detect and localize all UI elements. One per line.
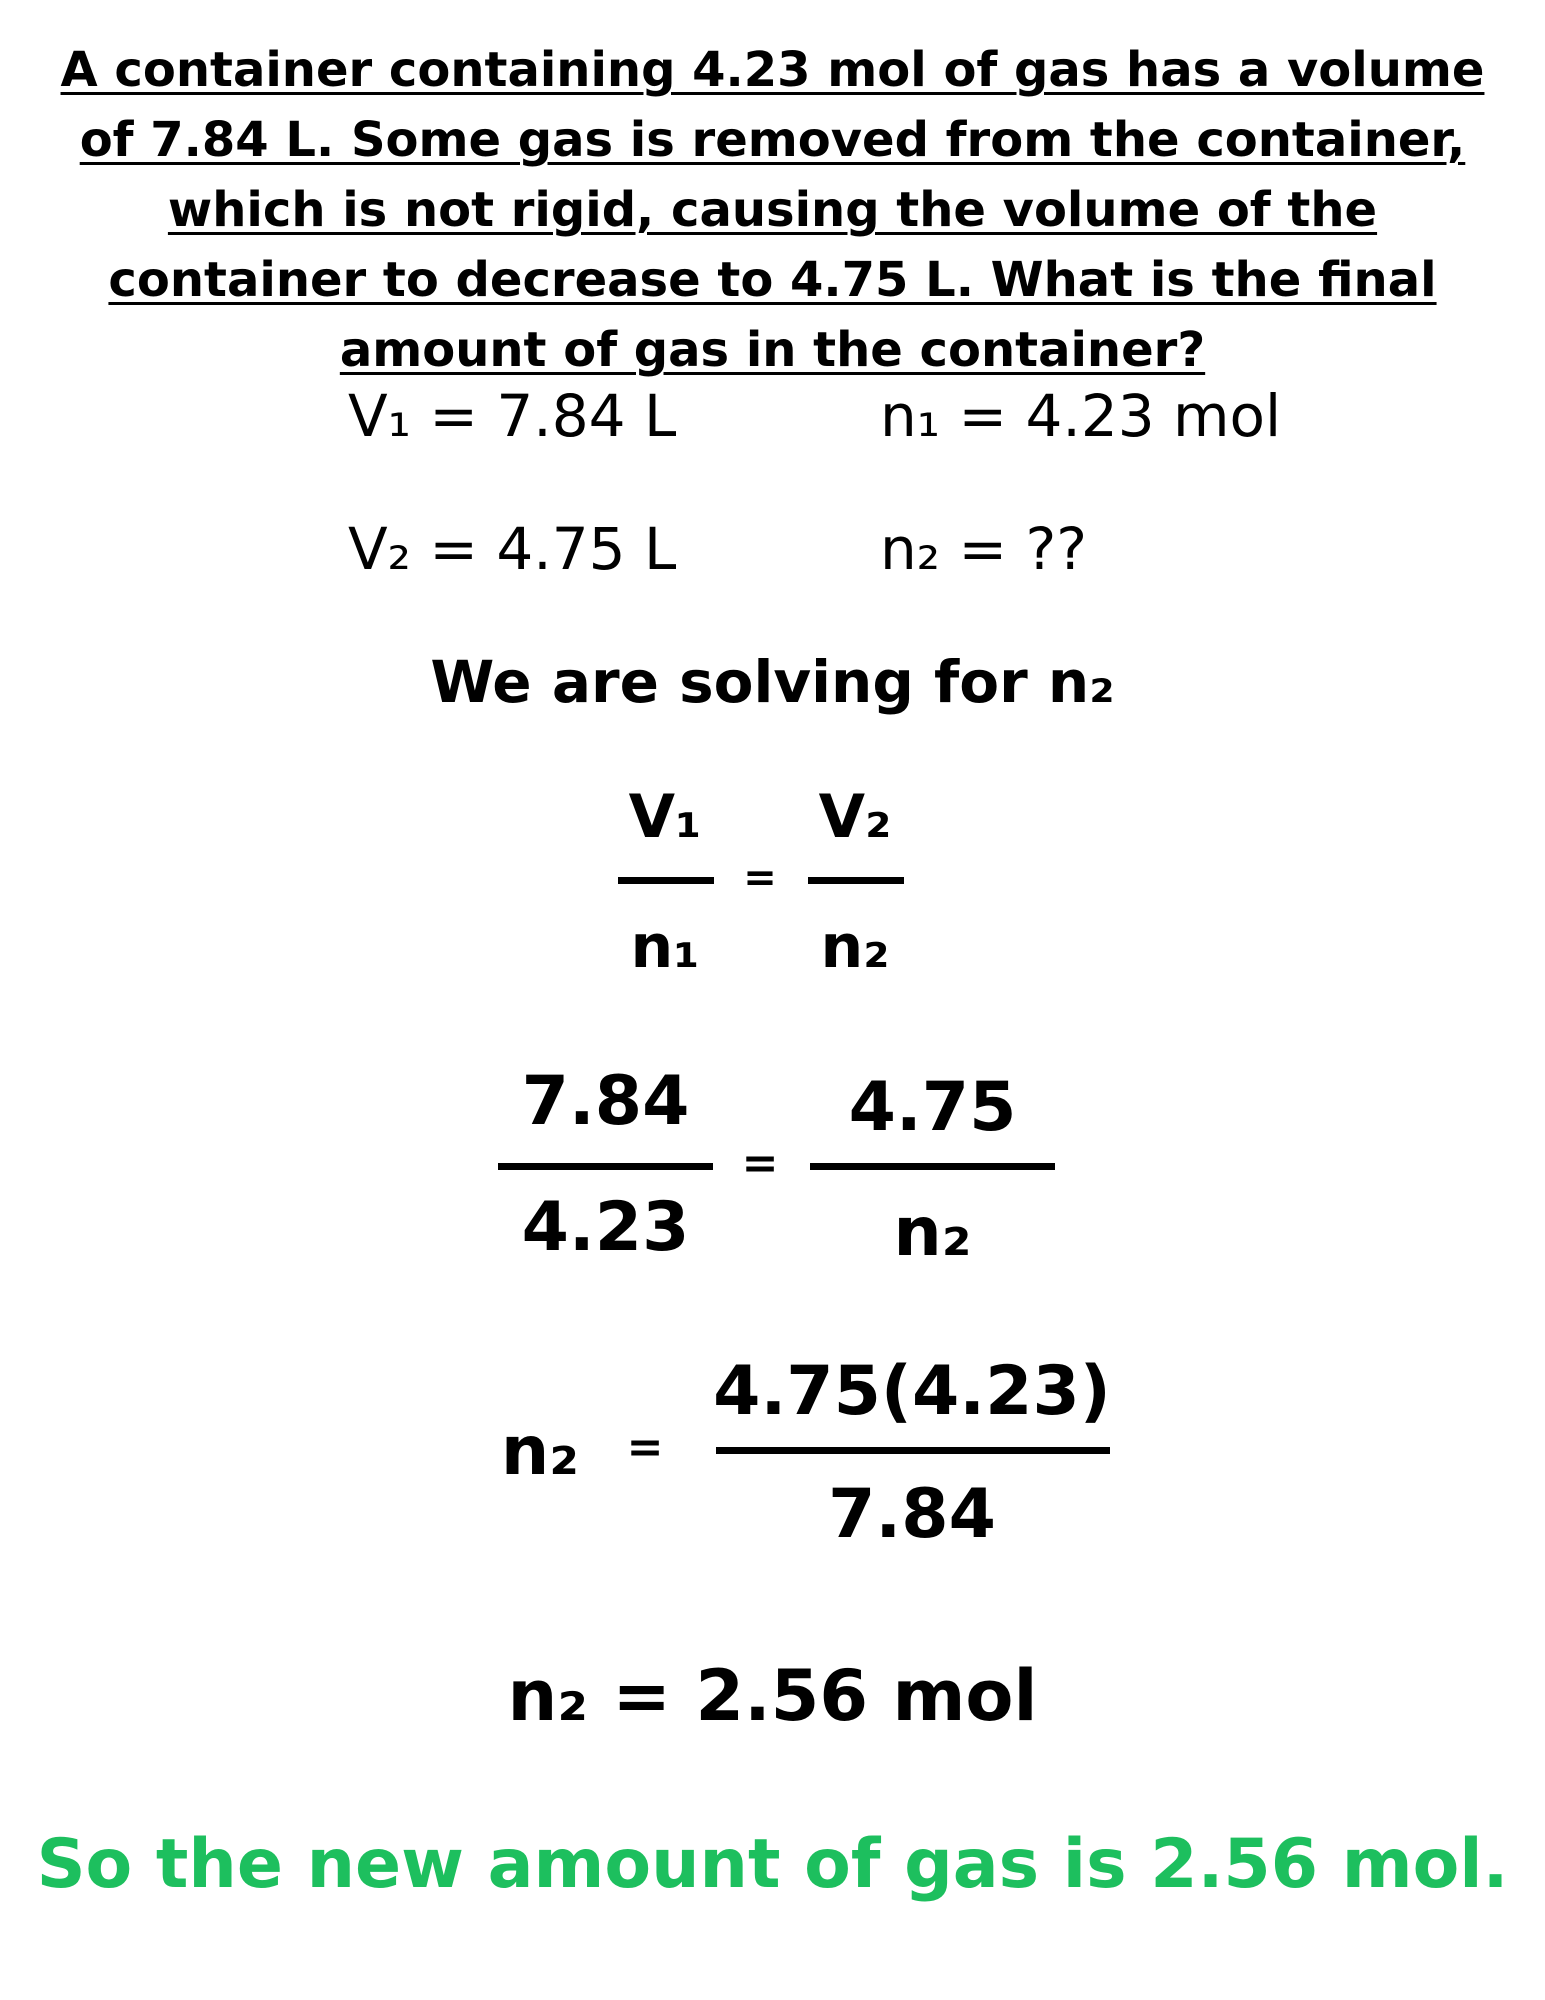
given-n1: n₁ = 4.23 mol [880,382,1282,450]
formula-right-denominator: n₂ [820,912,890,982]
substitution-right-denominator: n₂ [893,1193,972,1272]
rearranged-lhs: n₂ [500,1412,580,1491]
rearranged-bar [716,1447,1110,1454]
solving-statement: We are solving for n₂ [430,648,1115,716]
formula-right-bar [808,877,904,884]
formula-left-denominator: n₁ [630,912,700,982]
formula-right-numerator: V₂ [818,782,892,852]
formula-left-bar [618,877,714,884]
rearranged-numerator: 4.75(4.23) [713,1352,1111,1431]
rearranged-equals: = [626,1422,664,1473]
substitution-equals: = [741,1138,779,1189]
given-v2: V₂ = 4.75 L [348,515,677,583]
substitution-right-numerator: 4.75 [848,1068,1017,1147]
given-n2: n₂ = ?? [880,515,1088,583]
substitution-right-bar [810,1163,1055,1170]
problem-statement: A container containing 4.23 mol of gas has a volume of 7.84 L. Some gas is removed from the container, which is not rigid, causing the volume of the container to decrease to 4.75 L. What is the final amount of gas in the container? [60,42,1485,378]
formula-left-numerator: V₁ [628,782,702,852]
formula-equals: = [743,855,777,901]
given-v1: V₁ = 7.84 L [348,382,677,450]
substitution-left-denominator: 4.23 [521,1188,690,1267]
substitution-left-numerator: 7.84 [521,1062,690,1141]
substitution-left-bar [498,1163,713,1170]
result: n₂ = 2.56 mol [507,1655,1038,1737]
conclusion: So the new amount of gas is 2.56 mol. [36,1825,1509,1904]
rearranged-denominator: 7.84 [828,1475,996,1554]
